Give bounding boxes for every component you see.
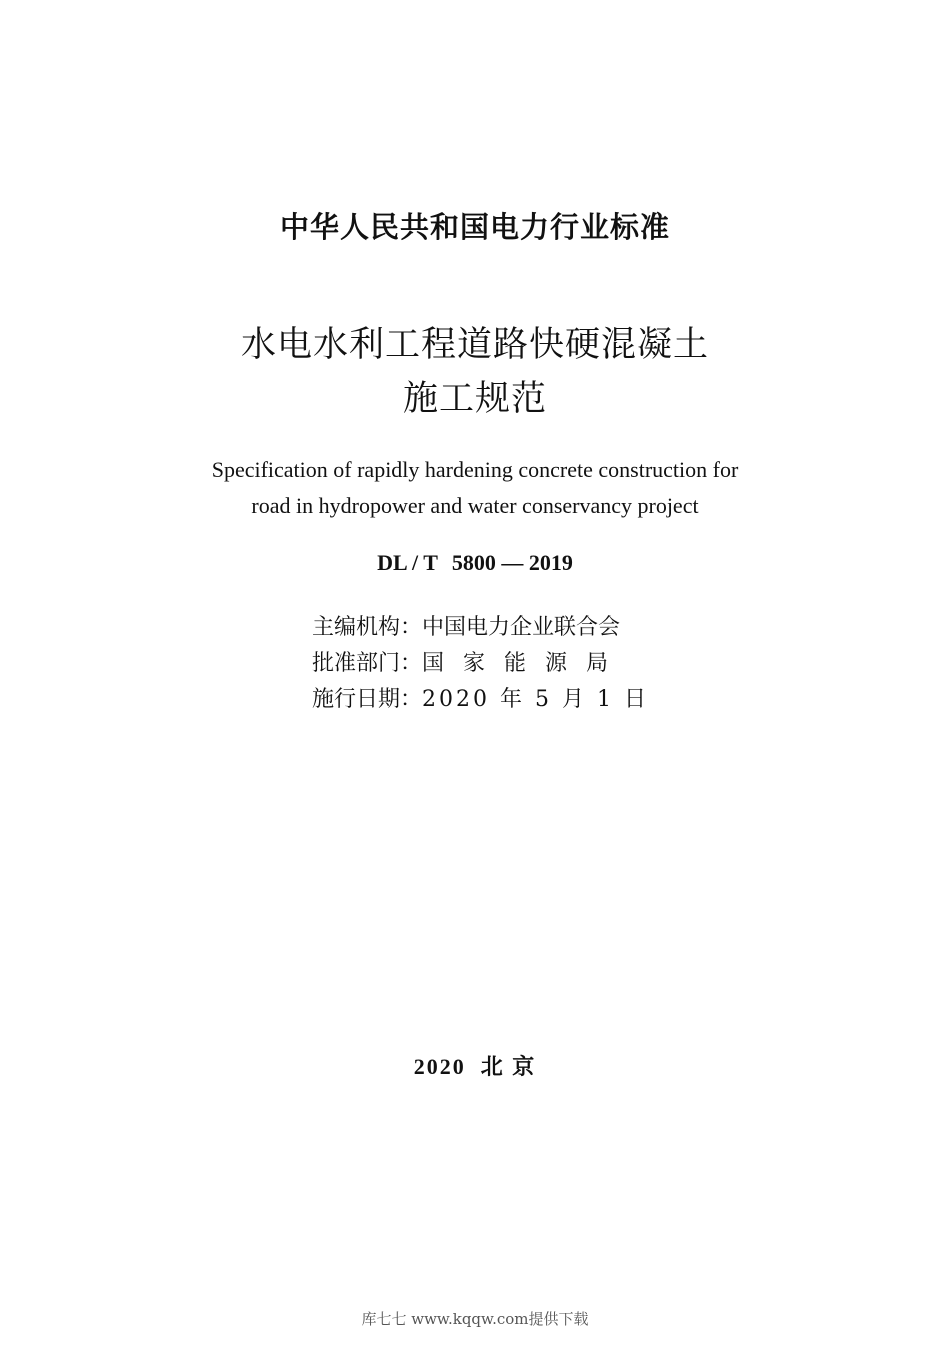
english-title: [0, 452, 950, 524]
download-watermark: 库七七 www.kqqw.com提供下载: [361, 1310, 589, 1328]
effective-date-value: 2020 年 5 月 1 日: [422, 687, 649, 712]
publication-year-place: 2020 北 京: [413, 1054, 537, 1079]
publication-info: [312, 610, 649, 718]
standard-code-number: 5800 — 2019: [451, 550, 573, 575]
editor-row: [312, 610, 649, 646]
english-title-line-1: Specification of rapidly hardening concrete construction for: [211, 457, 739, 482]
editor-label: 主编机构：: [312, 615, 423, 640]
effective-date-row: [312, 682, 649, 718]
editor-value: 中国电力企业联合会: [422, 615, 621, 640]
effective-date-label: 施行日期：: [312, 687, 423, 712]
chinese-title-line-1: 水电水利工程道路快硬混凝土: [240, 325, 709, 365]
standard-code-prefix: DL / T: [377, 550, 438, 575]
standard-code: [0, 550, 950, 576]
standard-category-heading: 中华人民共和国电力行业标准: [279, 210, 670, 244]
approver-label: 批准部门：: [312, 651, 423, 676]
approver-value: 国家能源局: [422, 651, 628, 676]
approver-row: [312, 646, 649, 682]
chinese-title: [0, 318, 950, 426]
english-title-line-2: road in hydropower and water conservancy project: [251, 493, 699, 518]
chinese-title-line-2: 施工规范: [402, 379, 547, 419]
